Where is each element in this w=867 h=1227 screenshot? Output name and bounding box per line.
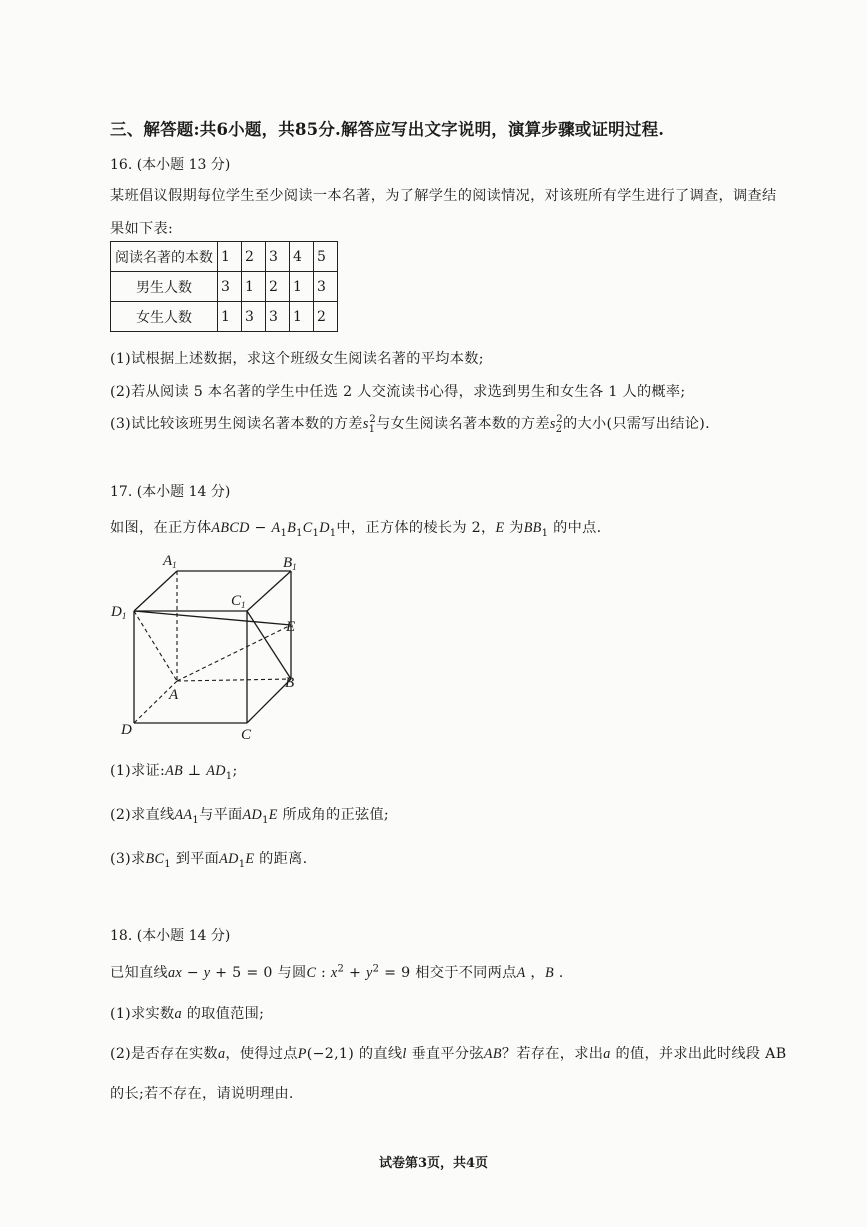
table-cell: 4	[290, 242, 314, 272]
table-cell: 2	[314, 302, 338, 332]
seg-d1a	[134, 611, 177, 681]
table-cell: 3	[266, 302, 290, 332]
table-cell: 1	[218, 302, 242, 332]
label-d: D	[121, 722, 132, 738]
edge-d1a1	[134, 571, 177, 611]
label-c: C	[241, 727, 252, 743]
table-cell: 1	[218, 242, 242, 272]
table-row-label: 男生人数	[111, 272, 218, 302]
page-footer: 试卷第3页，共4页	[378, 1156, 489, 1171]
table-row	[111, 302, 338, 332]
table-cell: 1	[290, 272, 314, 302]
label-a: A	[169, 687, 179, 703]
label-a1: $A_1$	[163, 553, 177, 570]
table-cell: 1	[242, 272, 266, 302]
q16-part2: (2)若从阅读 5 本名著的学生中任选 2 人交流读书心得，求选到男生和女生各 1 人的概率;	[110, 384, 686, 400]
table-cell: 3	[242, 302, 266, 332]
table-header-label: 阅读名著的本数	[111, 242, 218, 272]
table-cell: 2	[242, 242, 266, 272]
q16-part3: (3)试比较该班男生阅读名著本数的方差$s_1^2$与女生阅读名著本数的方差$s_2^2$的大小(只需写出结论).	[110, 414, 710, 435]
seg-d1e	[134, 611, 291, 625]
table-row	[111, 272, 338, 302]
q17-part3: (3)求$BC_1$ 到平面$AD_1E$ 的距离.	[110, 851, 308, 870]
edge-c1b1	[247, 571, 291, 611]
table-row	[111, 242, 338, 272]
seg-c1b	[247, 611, 291, 679]
q18-statement: 已知直线ax − y + 5 = 0 与圆C : $x^2 + y^2 = 9$ 相交于不同两点A ，B .	[110, 963, 564, 981]
table-cell: 3	[266, 242, 290, 272]
q17-intro: 如图，在正方体ABCD − $A_1B_1C_1D_1$中，正方体的棱长为 2，E 为$BB_1$ 的中点.	[110, 520, 602, 539]
section-title: 三、解答题:共6小题，共85分.解答应写出文字说明，演算步骤或证明过程.	[110, 120, 665, 139]
label-e: E	[286, 619, 296, 635]
cube-diagram	[105, 545, 325, 745]
table-cell: 3	[218, 272, 242, 302]
q16-part1: (1)试根据上述数据，求这个班级女生阅读名著的平均本数;	[110, 351, 484, 367]
q18-part2-line2: 的长;若不存在，请说明理由.	[110, 1086, 294, 1102]
reading-stats-table	[110, 241, 338, 332]
label-b1: $B_1$	[283, 555, 297, 572]
label-b: B	[285, 675, 295, 691]
q16-heading: 16. (本小题 13 分)	[110, 157, 231, 173]
q17-heading: 17. (本小题 14 分)	[110, 484, 231, 500]
q16-intro-line1: 某班倡议假期每位学生至少阅读一本名著，为了解学生的阅读情况，对该班所有学生进行了调查，调查结	[110, 188, 777, 204]
table-cell: 3	[314, 272, 338, 302]
edge-ab	[177, 679, 291, 681]
label-d1: $D_1$	[111, 604, 127, 621]
q17-part2: (2)求直线$AA_1$与平面$AD_1E$ 所成角的正弦值;	[110, 807, 390, 826]
table-row-label: 女生人数	[111, 302, 218, 332]
q17-part1: (1)求证:AB ⊥ $AD_1$;	[110, 763, 238, 782]
table-cell: 2	[266, 272, 290, 302]
q18-part2: (2)是否存在实数a，使得过点P(−2,1) 的直线l 垂直平分弦AB？若存在，求出a 的值，并求出此时线段 AB	[110, 1046, 787, 1062]
label-c1: $C_1$	[231, 593, 246, 610]
q16-intro-line2: 果如下表:	[110, 221, 174, 237]
q18-part1: (1)求实数a 的取值范围;	[110, 1006, 265, 1022]
table-cell: 1	[290, 302, 314, 332]
q18-heading: 18. (本小题 14 分)	[110, 928, 231, 944]
table-cell: 5	[314, 242, 338, 272]
